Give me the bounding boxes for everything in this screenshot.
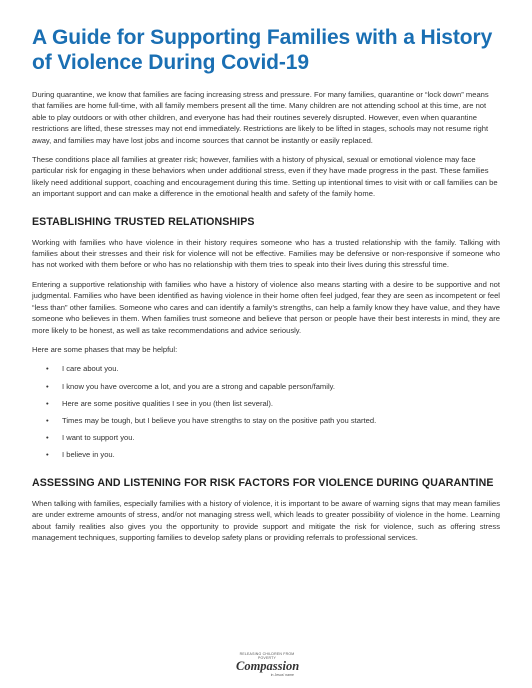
trusted-relationships-paragraph-1: Working with families who have violence in their history requires someone who has a trusted relationship with the family. Talking with families about their stresses and their risk for violence will not be effective. Families may be defensive or non-responsive if someone who has not worked with them before or who has no relationship with them tries to speak into their lives during this stressful time.	[32, 237, 500, 270]
logo-tagline-bottom: in Jesus' name	[270, 673, 294, 677]
list-item: • Here are some positive qualities I see in you (then list several).	[46, 398, 500, 409]
page-title: A Guide for Supporting Families with a History of Violence During Covid-19	[32, 26, 493, 74]
trusted-relationships-paragraph-2: Entering a supportive relationship with families who have a history of violence also means starting with a desire to be supportive and not judgmental. Families who have been identified as having violence in their home often feel judged, fear they are seen as incompetent or feel “less than” other families. Someone who cares and can identify a family’s strengths, can help a family know they have value, and they have someone who believes in them. When families trust someone and believe that person or people have their best interests in mind, they are more likely to be honest, as well as take recommendations and advice seriously.	[32, 279, 500, 335]
list-item: • I know you have overcome a lot, and you are a strong and capable person/family.	[46, 381, 500, 392]
intro-paragraph-1: During quarantine, we know that families are facing increasing stress and pressure. For many families, quarantine or “lock down” means that families are home full-time, with all family members present all the time. Many children are not attending school at this time, are not able to play outdoors or with other children, and everyone has had their routines severely disrupted. However, even when quarantine restrictions are lifted, these stresses may not end immediately. Restrictions are likely to be lifted in stages, schools may not resume right away, and families may have lost jobs and income sources that cannot be instantly or easily replaced.	[32, 90, 489, 145]
list-item: • I believe in you.	[46, 449, 500, 460]
logo-wordmark: Compassion	[236, 659, 300, 673]
list-item: • Times may be tough, but I believe you have strengths to stay on the positive path you started.	[46, 415, 500, 426]
phases-list	[32, 363, 500, 460]
section-heading-risk-factors: ASSESSING AND LISTENING FOR RISK FACTORS FOR VIOLENCE DURING QUARANTINE	[32, 476, 494, 489]
logo-tagline-top: RELEASING CHILDREN FROM POVERTY	[239, 652, 295, 660]
phases-intro: Here are some phases that may be helpful:	[32, 344, 178, 354]
compassion-logo	[236, 652, 298, 678]
list-item: • I want to support you.	[46, 432, 500, 443]
list-item: • I care about you.	[46, 363, 500, 374]
risk-factors-paragraph-1: When talking with families, especially families with a history of violence, it is important to be aware of warning signs that may mean families are under extreme amounts of stress, and/or not managing stress well, which leads to greater possibility of violence in the home. Learning about family realities also gives you the opportunity to provide support and mitigate the risk for violence, such as offering stress management techniques, supporting families to develop safety plans or providing referrals to professional services.	[32, 498, 500, 542]
intro-paragraph-2: These conditions place all families at greater risk; however, families with a history of physical, sexual or emotional violence may face particular risk for engaging in these behaviors when under additional stress, even if they have made progress in the past. These families likely need additional support, coaching and encouragement during this time. Setting up intentional times to visit with or call families can be an important support and can make a difference in the emotional health and safety of the family home.	[32, 155, 498, 199]
section-heading-trusted-relationships: ESTABLISHING TRUSTED RELATIONSHIPS	[32, 215, 255, 228]
